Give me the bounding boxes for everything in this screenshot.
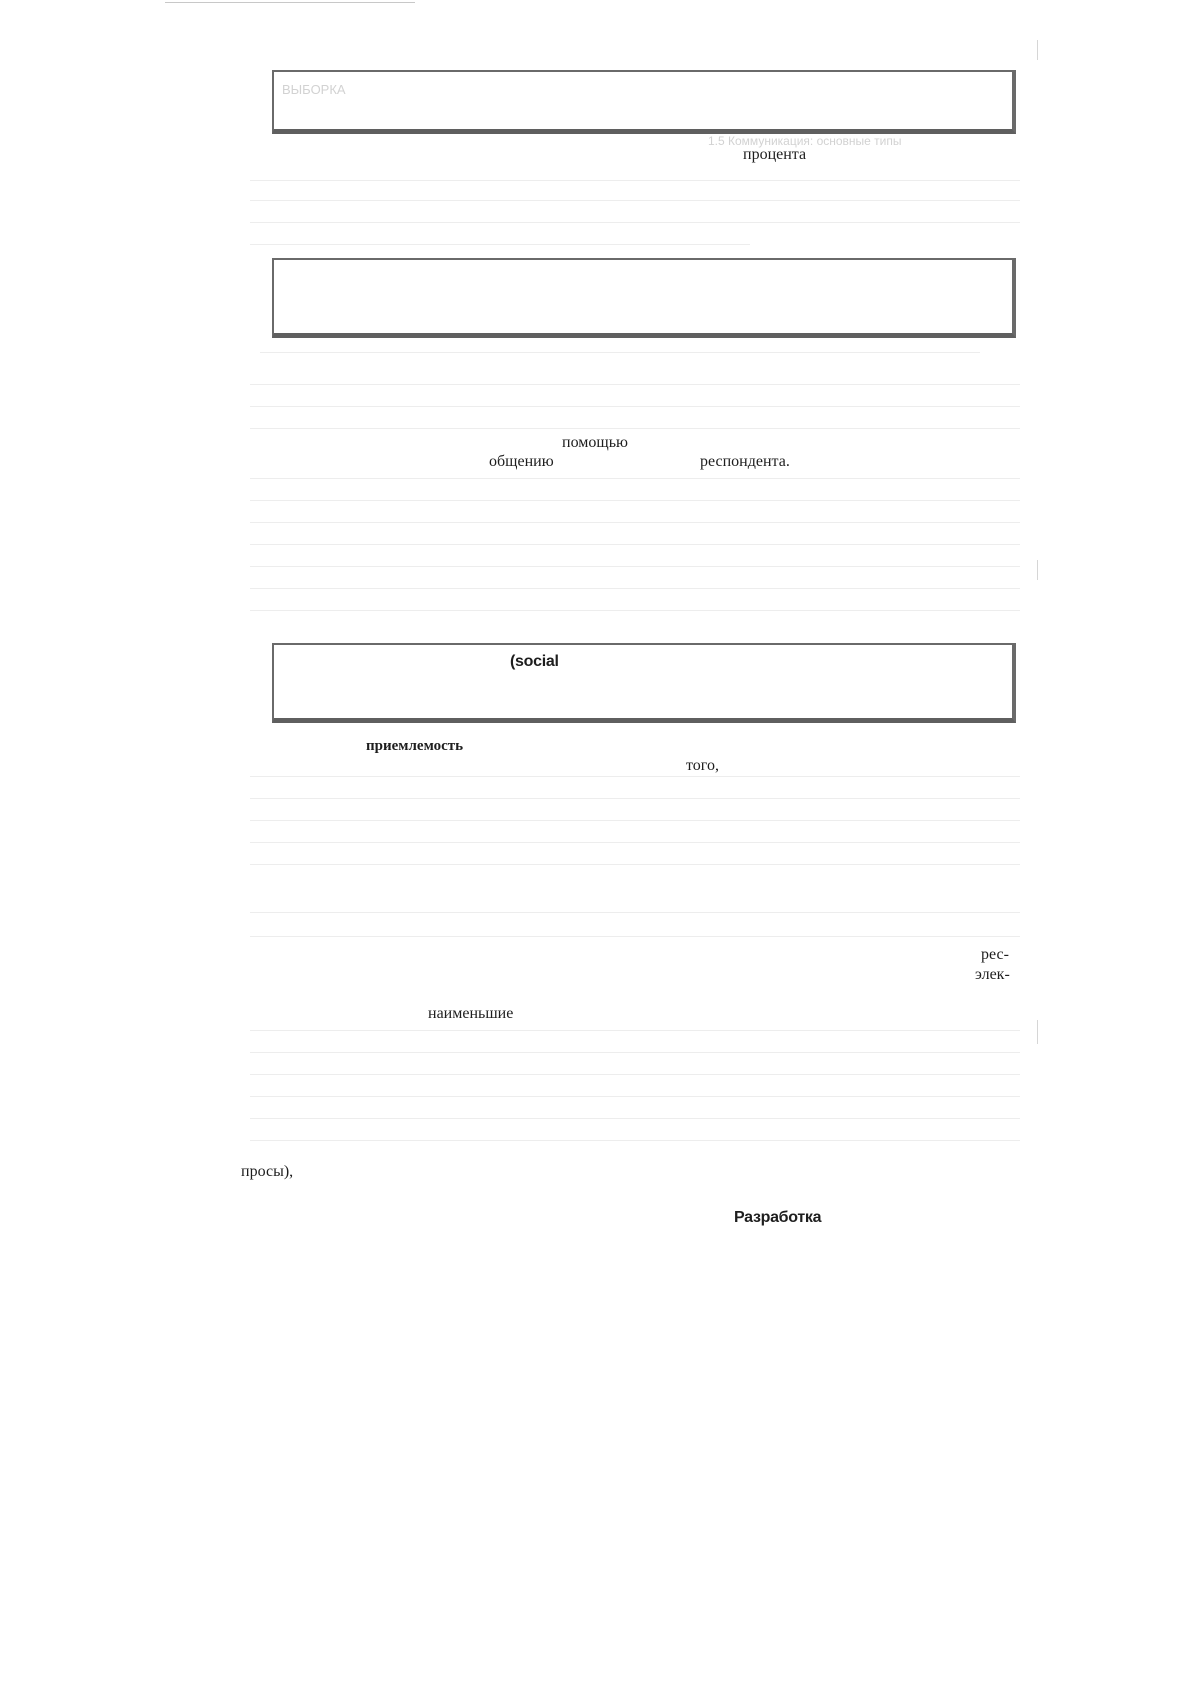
word-togo: того, <box>686 757 719 774</box>
faint-section-caption: 1.5 Коммуникация: основные типы <box>708 134 902 148</box>
word-res: рес- <box>981 946 1009 963</box>
word-protsenta: процента <box>743 146 807 163</box>
faint-text-line <box>250 864 1020 865</box>
word-pomoshchyu: помощью <box>562 434 628 451</box>
faint-text-line <box>250 1096 1020 1097</box>
faint-text-line <box>250 610 1020 611</box>
faint-text-line <box>250 200 1020 201</box>
faint-text-line <box>250 936 1020 937</box>
faint-text-line <box>250 1052 1020 1053</box>
faint-text-line <box>250 522 1020 523</box>
faint-text-line <box>250 406 1020 407</box>
faint-text-line <box>250 1140 1020 1141</box>
word-naimenshie: наименьшие <box>428 1005 514 1022</box>
scan-edge-mark <box>1037 560 1038 580</box>
faint-text-line <box>250 798 1020 799</box>
framed-box-2 <box>272 258 1016 338</box>
word-prosy: просы), <box>241 1163 294 1180</box>
word-razrabotka: Разработка <box>734 1209 822 1226</box>
faint-text-line <box>250 912 1020 913</box>
framed-box-1 <box>272 70 1016 134</box>
box-faint-heading: ВЫБОРКА <box>282 82 346 97</box>
faint-text-line <box>250 1030 1020 1031</box>
faint-text-line <box>250 1074 1020 1075</box>
faint-text-line <box>250 842 1020 843</box>
faint-text-line <box>250 588 1020 589</box>
scan-edge-mark <box>1037 40 1038 60</box>
word-obshcheniyu: общению <box>489 453 554 470</box>
faint-text-line <box>250 776 1020 777</box>
scan-artifact-line <box>165 2 415 3</box>
scan-edge-mark <box>1037 1020 1038 1044</box>
faint-text-line <box>250 478 1020 479</box>
word-social: (social <box>510 653 559 670</box>
faint-text-line <box>250 384 1020 385</box>
word-respondenta: респондента. <box>700 453 790 470</box>
faint-text-line <box>250 544 1020 545</box>
faint-text-line <box>260 352 980 353</box>
faint-text-line <box>250 820 1020 821</box>
faint-text-line <box>250 222 1020 223</box>
faint-text-line <box>250 500 1020 501</box>
faint-text-line <box>250 244 750 245</box>
word-priemlemost: приемлемость <box>366 738 464 754</box>
faint-text-line <box>250 180 1020 181</box>
faint-text-line <box>250 1118 1020 1119</box>
framed-box-3 <box>272 643 1016 723</box>
faint-text-line <box>250 428 1020 429</box>
word-elek: элек- <box>975 966 1010 983</box>
faint-text-line <box>250 566 1020 567</box>
